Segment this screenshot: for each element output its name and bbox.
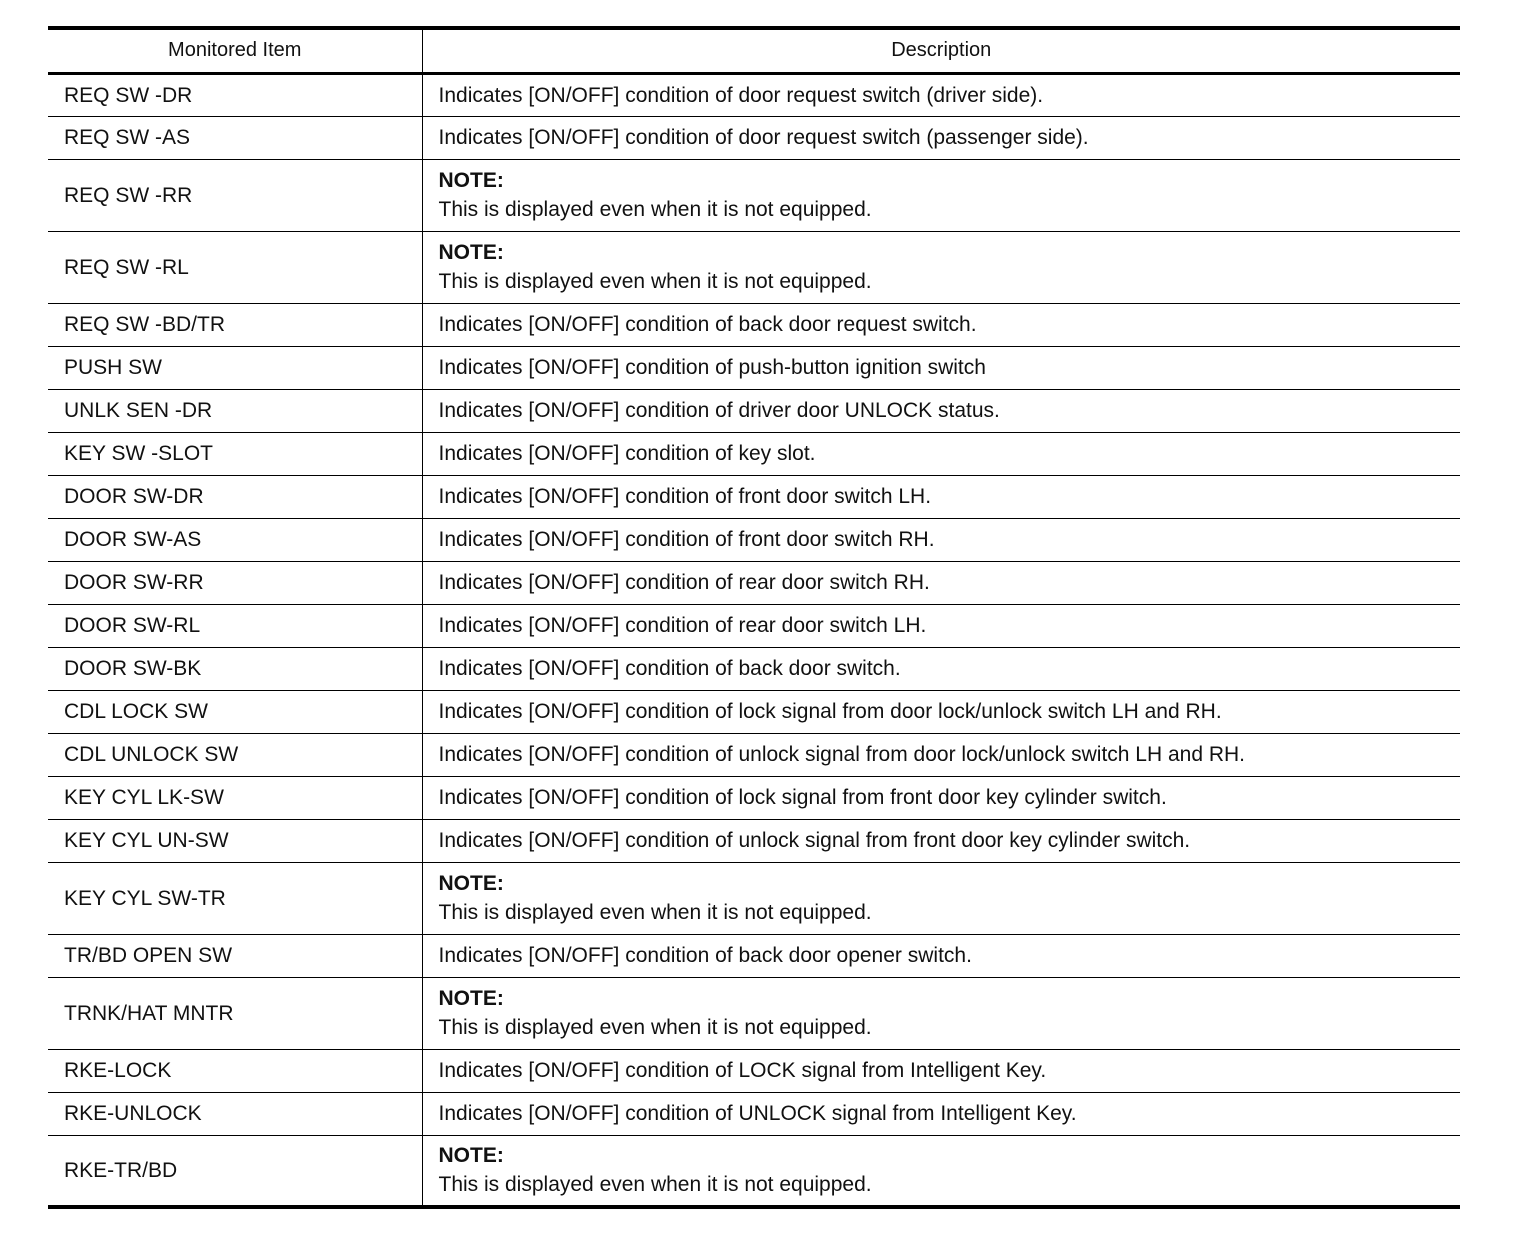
monitored-item-cell: DOOR SW-AS	[48, 518, 422, 561]
description-cell: Indicates [ON/OFF] condition of rear door switch RH.	[422, 561, 1460, 604]
table-row	[48, 1092, 1460, 1135]
table-row	[48, 346, 1460, 389]
table-row	[48, 475, 1460, 518]
monitored-item-cell: UNLK SEN -DR	[48, 389, 422, 432]
description-cell: Indicates [ON/OFF] condition of door request switch (driver side).	[422, 73, 1460, 116]
monitored-item-cell: KEY CYL LK-SW	[48, 776, 422, 819]
header-monitored-item: Monitored Item	[48, 28, 422, 73]
description-cell: Indicates [ON/OFF] condition of push-button ignition switch	[422, 346, 1460, 389]
table-row	[48, 159, 1460, 231]
monitored-item-cell: KEY CYL UN-SW	[48, 819, 422, 862]
monitored-item-cell: CDL UNLOCK SW	[48, 733, 422, 776]
note-text: This is displayed even when it is not equipped.	[438, 1173, 872, 1197]
note-text: This is displayed even when it is not equipped.	[438, 1016, 872, 1039]
monitor-item-table	[48, 26, 1460, 1209]
note-label: NOTE:	[438, 241, 504, 264]
table-row	[48, 862, 1460, 934]
table-row	[48, 73, 1460, 116]
monitor-table-container	[48, 26, 1460, 1209]
note-text: This is displayed even when it is not equipped.	[438, 270, 872, 293]
monitored-item-cell: RKE-TR/BD	[48, 1135, 422, 1207]
note-label: NOTE:	[438, 169, 504, 192]
table-row	[48, 819, 1460, 862]
description-cell: Indicates [ON/OFF] condition of front door switch LH.	[422, 475, 1460, 518]
note-label: NOTE:	[438, 1144, 504, 1168]
description-cell: Indicates [ON/OFF] condition of unlock signal from door lock/unlock switch LH and RH.	[422, 733, 1460, 776]
table-row	[48, 776, 1460, 819]
table-body	[48, 73, 1460, 1207]
table-row	[48, 389, 1460, 432]
monitored-item-cell: REQ SW -RL	[48, 231, 422, 303]
monitored-item-cell: REQ SW -BD/TR	[48, 303, 422, 346]
table-row	[48, 303, 1460, 346]
table-row	[48, 1135, 1460, 1207]
description-cell: Indicates [ON/OFF] condition of rear door switch LH.	[422, 604, 1460, 647]
table-row	[48, 518, 1460, 561]
note-label: NOTE:	[438, 872, 504, 895]
table-row	[48, 116, 1460, 159]
description-cell: Indicates [ON/OFF] condition of back door opener switch.	[422, 934, 1460, 977]
description-cell: Indicates [ON/OFF] condition of unlock signal from front door key cylinder switch.	[422, 819, 1460, 862]
table-row	[48, 733, 1460, 776]
monitored-item-cell: KEY SW -SLOT	[48, 432, 422, 475]
description-cell	[422, 159, 1460, 231]
table-row	[48, 432, 1460, 475]
monitored-item-cell: TRNK/HAT MNTR	[48, 977, 422, 1049]
table-row	[48, 561, 1460, 604]
monitored-item-cell: RKE-LOCK	[48, 1049, 422, 1092]
description-cell: Indicates [ON/OFF] condition of door request switch (passenger side).	[422, 116, 1460, 159]
monitored-item-cell: CDL LOCK SW	[48, 690, 422, 733]
description-cell: Indicates [ON/OFF] condition of back door switch.	[422, 647, 1460, 690]
monitored-item-cell: KEY CYL SW-TR	[48, 862, 422, 934]
table-row	[48, 977, 1460, 1049]
header-description: Description	[422, 28, 1460, 73]
description-cell: Indicates [ON/OFF] condition of key slot.	[422, 432, 1460, 475]
monitored-item-cell: RKE-UNLOCK	[48, 1092, 422, 1135]
monitored-item-cell: PUSH SW	[48, 346, 422, 389]
monitored-item-cell: REQ SW -AS	[48, 116, 422, 159]
table-row	[48, 690, 1460, 733]
description-cell: Indicates [ON/OFF] condition of lock signal from door lock/unlock switch LH and RH.	[422, 690, 1460, 733]
table-row	[48, 1049, 1460, 1092]
monitored-item-cell: DOOR SW-RR	[48, 561, 422, 604]
note-text: This is displayed even when it is not equipped.	[438, 901, 872, 924]
note-label: NOTE:	[438, 987, 504, 1010]
monitored-item-cell: DOOR SW-DR	[48, 475, 422, 518]
monitored-item-cell: TR/BD OPEN SW	[48, 934, 422, 977]
monitored-item-cell: REQ SW -RR	[48, 159, 422, 231]
monitored-item-cell: DOOR SW-RL	[48, 604, 422, 647]
table-row	[48, 604, 1460, 647]
header-row	[48, 28, 1460, 73]
table-header	[48, 28, 1460, 73]
description-cell: Indicates [ON/OFF] condition of LOCK signal from Intelligent Key.	[422, 1049, 1460, 1092]
table-row	[48, 231, 1460, 303]
monitored-item-cell: REQ SW -DR	[48, 73, 422, 116]
description-cell	[422, 862, 1460, 934]
description-cell	[422, 1135, 1460, 1207]
description-cell: Indicates [ON/OFF] condition of driver door UNLOCK status.	[422, 389, 1460, 432]
description-cell: Indicates [ON/OFF] condition of back door request switch.	[422, 303, 1460, 346]
description-cell	[422, 977, 1460, 1049]
description-cell: Indicates [ON/OFF] condition of lock signal from front door key cylinder switch.	[422, 776, 1460, 819]
description-cell	[422, 231, 1460, 303]
note-text: This is displayed even when it is not equipped.	[438, 198, 872, 221]
table-row	[48, 647, 1460, 690]
monitored-item-cell: DOOR SW-BK	[48, 647, 422, 690]
description-cell: Indicates [ON/OFF] condition of UNLOCK signal from Intelligent Key.	[422, 1092, 1460, 1135]
description-cell: Indicates [ON/OFF] condition of front door switch RH.	[422, 518, 1460, 561]
table-row	[48, 934, 1460, 977]
